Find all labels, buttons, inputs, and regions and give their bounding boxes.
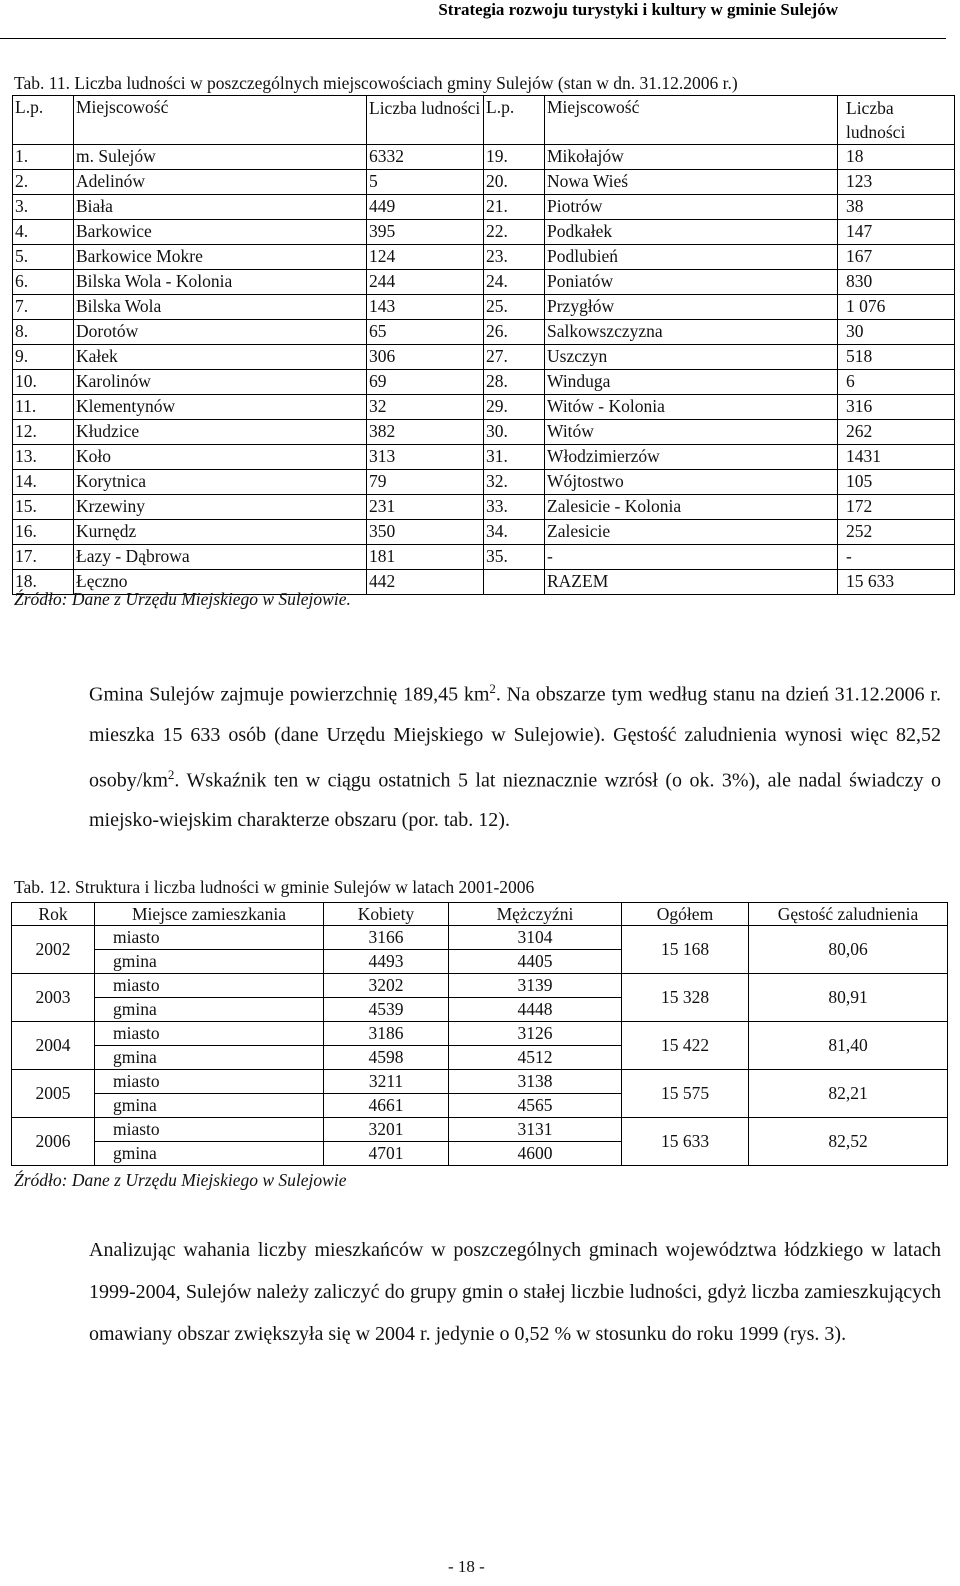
- table-cell: 244: [367, 270, 484, 295]
- table-cell: Zalesicie: [545, 520, 838, 545]
- table-cell: 5.: [13, 245, 74, 270]
- table-cell: Przygłów: [545, 295, 838, 320]
- table-cell: Wójtostwo: [545, 470, 838, 495]
- header-cell: Ogółem: [622, 903, 749, 926]
- table-cell: 35.: [484, 545, 545, 570]
- table-cell: 30.: [484, 420, 545, 445]
- table-row: [13, 395, 955, 420]
- superscript: 2: [489, 681, 496, 696]
- table-cell: Krzewiny: [74, 495, 367, 520]
- table-12-body: [12, 903, 948, 1166]
- table-cell: 4539: [324, 998, 449, 1022]
- table-cell: Barkowice: [74, 220, 367, 245]
- table-row: [13, 445, 955, 470]
- table-cell: 6: [838, 370, 955, 395]
- header-cell: Miejsce zamieszkania: [95, 903, 324, 926]
- table-cell: 181: [367, 545, 484, 570]
- table-header-row: [13, 96, 955, 145]
- table-cell: 143: [367, 295, 484, 320]
- table-cell: Kłudzice: [74, 420, 367, 445]
- table-cell: 3186: [324, 1022, 449, 1046]
- table-cell: Klementynów: [74, 395, 367, 420]
- table-row: [12, 974, 948, 998]
- table-cell: 3104: [449, 926, 622, 950]
- table-cell: 4.: [13, 220, 74, 245]
- table-cell: 12.: [13, 420, 74, 445]
- table-cell: miasto: [95, 974, 324, 998]
- table-cell: Karolinów: [74, 370, 367, 395]
- table-cell: Mikołajów: [545, 145, 838, 170]
- year-cell: 2006: [12, 1118, 95, 1166]
- table-cell: 4701: [324, 1142, 449, 1166]
- table-cell: Podlubień: [545, 245, 838, 270]
- total-cell: 15 168: [622, 926, 749, 974]
- table-cell: Bilska Wola: [74, 295, 367, 320]
- table-cell: 38: [838, 195, 955, 220]
- header-cell: Kobiety: [324, 903, 449, 926]
- table-cell: 15 633: [838, 570, 955, 595]
- table-cell: Salkowszczyzna: [545, 320, 838, 345]
- table-row: [12, 1118, 948, 1142]
- table-cell: 350: [367, 520, 484, 545]
- table-cell: Kurnędz: [74, 520, 367, 545]
- table-cell: 306: [367, 345, 484, 370]
- table-cell: 1431: [838, 445, 955, 470]
- table-cell: 3201: [324, 1118, 449, 1142]
- table-cell: 18: [838, 145, 955, 170]
- table-cell: 382: [367, 420, 484, 445]
- table-cell: 4512: [449, 1046, 622, 1070]
- table-cell: 6332: [367, 145, 484, 170]
- table-row: [13, 495, 955, 520]
- table-cell: 32: [367, 395, 484, 420]
- header-cell: Miejscowość: [74, 96, 367, 145]
- table-11-source: Źródło: Dane z Urzędu Miejskiego w Sulejowie.: [14, 589, 351, 609]
- header-cell: Liczba ludności: [838, 96, 955, 145]
- table-cell: 4598: [324, 1046, 449, 1070]
- paragraph-text: . Na obszarze tym według stanu na dzień 31.12.2006 r. mieszka 15 633 osób (dane Urzędu Miejskiego w Sulejowie). Gęstość zaludnienia wynosi więc 82,52 osoby/km: [89, 683, 941, 792]
- table-row: [13, 345, 955, 370]
- table-cell: 4661: [324, 1094, 449, 1118]
- table-cell: gmina: [95, 950, 324, 974]
- table-cell: 6.: [13, 270, 74, 295]
- table-cell: miasto: [95, 926, 324, 950]
- table-cell: gmina: [95, 998, 324, 1022]
- table-cell: Barkowice Mokre: [74, 245, 367, 270]
- table-cell: 19.: [484, 145, 545, 170]
- header-title: Strategia rozwoju turystyki i kultury w gminie Sulejów: [438, 0, 838, 19]
- paragraph-area-density: [89, 669, 941, 840]
- paragraph-population-change: Analizując wahania liczby mieszkańców w poszczególnych gminach województwa łódzkiego w latach 1999-2004, Sulejów należy zaliczyć do grupy gmin o stałej liczbie ludności, gdyż liczba zamieszkujących omawiany obszar zwiększyła się w 2004 r. jedynie o 0,52 % w stosunku do roku 1999 (rys. 3).: [89, 1239, 941, 1345]
- table-cell: 1.: [13, 145, 74, 170]
- table-cell: 518: [838, 345, 955, 370]
- table-cell: 7.: [13, 295, 74, 320]
- density-cell: 82,21: [749, 1070, 948, 1118]
- table-cell: 32.: [484, 470, 545, 495]
- table-cell: 25.: [484, 295, 545, 320]
- table-cell: 24.: [484, 270, 545, 295]
- table-cell: Piotrów: [545, 195, 838, 220]
- table-cell: Witów: [545, 420, 838, 445]
- density-cell: 80,91: [749, 974, 948, 1022]
- total-cell: 15 633: [622, 1118, 749, 1166]
- table-cell: 3131: [449, 1118, 622, 1142]
- table-cell: 252: [838, 520, 955, 545]
- table-cell: 123: [838, 170, 955, 195]
- header-cell: Miejscowość: [545, 96, 838, 145]
- table-cell: miasto: [95, 1022, 324, 1046]
- table-cell: 231: [367, 495, 484, 520]
- page-header: [0, 0, 946, 39]
- table-cell: Podkałek: [545, 220, 838, 245]
- table-cell: m. Sulejów: [74, 145, 367, 170]
- table-cell: 4493: [324, 950, 449, 974]
- table-cell: Winduga: [545, 370, 838, 395]
- table-row: [12, 926, 948, 950]
- table-cell: 4405: [449, 950, 622, 974]
- table-cell: Witów - Kolonia: [545, 395, 838, 420]
- table-cell: Koło: [74, 445, 367, 470]
- table-cell: 449: [367, 195, 484, 220]
- table-cell: 27.: [484, 345, 545, 370]
- table-cell: gmina: [95, 1094, 324, 1118]
- table-row: [13, 370, 955, 395]
- table-cell: 316: [838, 395, 955, 420]
- table-cell: Biała: [74, 195, 367, 220]
- table-cell: 4600: [449, 1142, 622, 1166]
- table-cell: 172: [838, 495, 955, 520]
- table-cell: Uszczyn: [545, 345, 838, 370]
- table-cell: Zalesicie - Kolonia: [545, 495, 838, 520]
- header-cell: Mężczyźni: [449, 903, 622, 926]
- table-row: [13, 195, 955, 220]
- paragraph-text: . Wskaźnik ten w ciągu ostatnich 5 lat nieznacznie wzrósł (o ok. 3%), ale nadal świadczy o miejsko-wiejskim charakterze obszaru (por. tab. 12).: [89, 769, 941, 832]
- table-cell: 3139: [449, 974, 622, 998]
- table-cell: 28.: [484, 370, 545, 395]
- table-cell: 23.: [484, 245, 545, 270]
- table-cell: 4565: [449, 1094, 622, 1118]
- total-cell: 15 575: [622, 1070, 749, 1118]
- table-cell: -: [838, 545, 955, 570]
- year-cell: 2005: [12, 1070, 95, 1118]
- table-row: [13, 270, 955, 295]
- table-cell: 4448: [449, 998, 622, 1022]
- table-cell: miasto: [95, 1118, 324, 1142]
- table-row: [13, 245, 955, 270]
- density-cell: 80,06: [749, 926, 948, 974]
- table-cell: 31.: [484, 445, 545, 470]
- table-cell: -: [545, 545, 838, 570]
- table-cell: 65: [367, 320, 484, 345]
- table-cell: 8.: [13, 320, 74, 345]
- table-cell: 167: [838, 245, 955, 270]
- superscript: 2: [167, 766, 175, 782]
- table-cell: 16.: [13, 520, 74, 545]
- table-cell: 3138: [449, 1070, 622, 1094]
- table-cell: 2.: [13, 170, 74, 195]
- table-cell: 34.: [484, 520, 545, 545]
- table-cell: 124: [367, 245, 484, 270]
- table-cell: 14.: [13, 470, 74, 495]
- table-row: [12, 1070, 948, 1094]
- table-cell: miasto: [95, 1070, 324, 1094]
- density-cell: 81,40: [749, 1022, 948, 1070]
- table-row: [13, 145, 955, 170]
- table-row: [13, 295, 955, 320]
- table-cell: 313: [367, 445, 484, 470]
- table-11-caption: Tab. 11. Liczba ludności w poszczególnych miejscowościach gminy Sulejów (stan w dn. 31.12.2006 r.): [14, 73, 738, 93]
- table-11-body: [13, 145, 955, 595]
- table-row: [13, 420, 955, 445]
- year-cell: 2002: [12, 926, 95, 974]
- table-cell: 262: [838, 420, 955, 445]
- table-12-population-structure: [11, 902, 948, 1166]
- year-cell: 2004: [12, 1022, 95, 1070]
- header-cell: L.p.: [13, 96, 74, 145]
- paragraph-text: Gmina Sulejów zajmuje powierzchnię 189,45 km: [89, 683, 490, 706]
- table-12-caption: Tab. 12. Struktura i liczba ludności w gminie Sulejów w latach 2001-2006: [14, 877, 535, 897]
- table-row: [12, 1022, 948, 1046]
- table-cell: 15.: [13, 495, 74, 520]
- table-row: [13, 470, 955, 495]
- table-cell: Nowa Wieś: [545, 170, 838, 195]
- table-cell: 105: [838, 470, 955, 495]
- table-cell: 18.: [13, 570, 74, 595]
- table-cell: Łęczno: [74, 570, 367, 595]
- table-cell: 3211: [324, 1070, 449, 1094]
- table-cell: Korytnica: [74, 470, 367, 495]
- table-cell: 1 076: [838, 295, 955, 320]
- table-row: [13, 220, 955, 245]
- header-cell: Liczba ludności: [367, 96, 484, 145]
- table-cell: [484, 570, 545, 595]
- table-row: [13, 170, 955, 195]
- table-cell: 9.: [13, 345, 74, 370]
- page-number: - 18 -: [448, 1557, 485, 1576]
- table-cell: 30: [838, 320, 955, 345]
- table-cell: gmina: [95, 1046, 324, 1070]
- table-cell: 13.: [13, 445, 74, 470]
- table-row: [13, 320, 955, 345]
- table-cell: RAZEM: [545, 570, 838, 595]
- table-cell: 26.: [484, 320, 545, 345]
- table-cell: 5: [367, 170, 484, 195]
- table-cell: 22.: [484, 220, 545, 245]
- table-cell: 10.: [13, 370, 74, 395]
- table-cell: 3.: [13, 195, 74, 220]
- table-cell: 3202: [324, 974, 449, 998]
- table-cell: Włodzimierzów: [545, 445, 838, 470]
- table-cell: 69: [367, 370, 484, 395]
- table-cell: 29.: [484, 395, 545, 420]
- table-row: [13, 545, 955, 570]
- table-cell: gmina: [95, 1142, 324, 1166]
- table-cell: 442: [367, 570, 484, 595]
- table-cell: Adelinów: [74, 170, 367, 195]
- table-cell: Dorotów: [74, 320, 367, 345]
- table-11-population-by-locality: [12, 95, 955, 595]
- table-cell: 3126: [449, 1022, 622, 1046]
- total-cell: 15 328: [622, 974, 749, 1022]
- table-12-source: Źródło: Dane z Urzędu Miejskiego w Sulejowie: [14, 1170, 347, 1190]
- table-header-row: [12, 903, 948, 926]
- density-cell: 82,52: [749, 1118, 948, 1166]
- table-cell: Bilska Wola - Kolonia: [74, 270, 367, 295]
- table-cell: Kałek: [74, 345, 367, 370]
- table-row: [13, 520, 955, 545]
- table-cell: 830: [838, 270, 955, 295]
- table-cell: 21.: [484, 195, 545, 220]
- table-cell: 147: [838, 220, 955, 245]
- header-cell: Rok: [12, 903, 95, 926]
- table-cell: Łazy - Dąbrowa: [74, 545, 367, 570]
- table-cell: Poniatów: [545, 270, 838, 295]
- header-cell: Gęstość zaludnienia: [749, 903, 948, 926]
- table-cell: 11.: [13, 395, 74, 420]
- year-cell: 2003: [12, 974, 95, 1022]
- table-cell: 79: [367, 470, 484, 495]
- total-cell: 15 422: [622, 1022, 749, 1070]
- table-cell: 395: [367, 220, 484, 245]
- table-cell: 20.: [484, 170, 545, 195]
- table-cell: 33.: [484, 495, 545, 520]
- table-cell: 17.: [13, 545, 74, 570]
- header-cell: L.p.: [484, 96, 545, 145]
- table-cell: 3166: [324, 926, 449, 950]
